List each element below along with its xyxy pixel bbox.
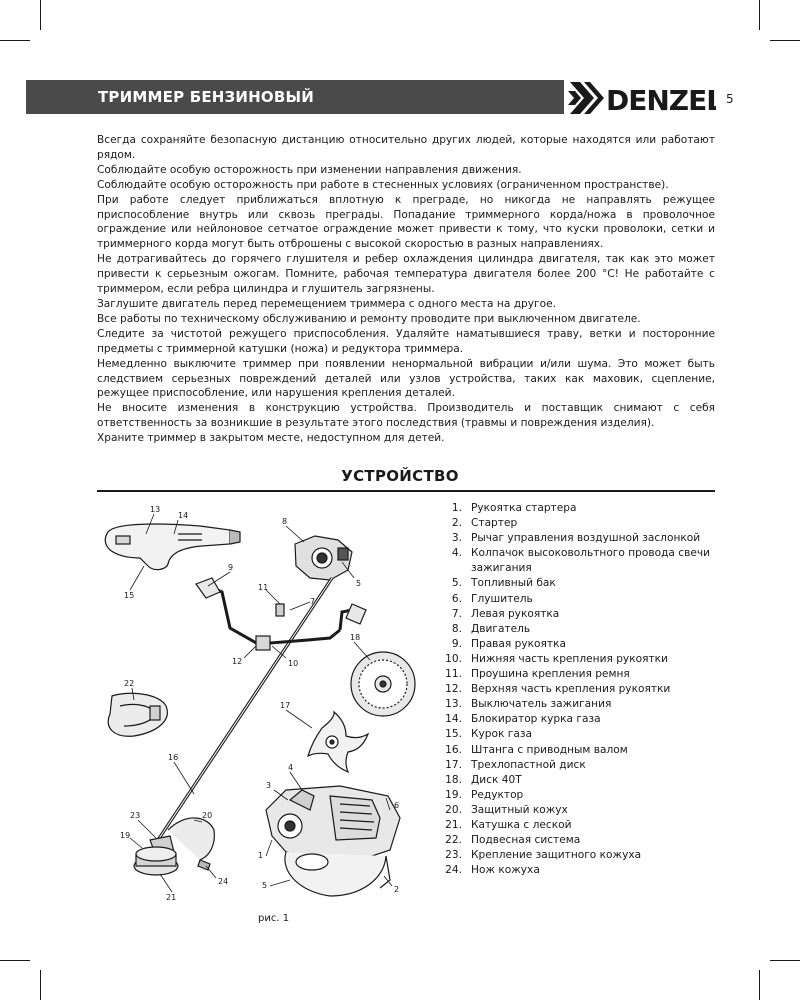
crop-mark	[770, 960, 800, 961]
callout-label: 5	[356, 579, 362, 588]
list-item-label: Крепление защитного кожуха	[471, 849, 642, 862]
brand-logo	[568, 78, 716, 122]
callout-label: 16	[168, 753, 179, 762]
callout-label: 22	[124, 679, 135, 688]
gearhead-and-guard	[134, 818, 214, 875]
list-item-number: 13.	[445, 698, 462, 711]
list-item	[440, 788, 721, 803]
figure-caption: рис. 1	[258, 913, 290, 924]
list-item-label: Нож кожуха	[471, 864, 540, 877]
list-item-number: 12.	[445, 683, 462, 696]
list-item	[440, 516, 721, 531]
paragraph: Соблюдайте особую осторожность при работе в стесненных условиях (ограниченном пространстве).	[97, 178, 669, 191]
callout-label: 5	[262, 881, 268, 890]
callout-label: 11	[258, 583, 269, 592]
list-item-label: Колпачок высоковольтного провода свечи зажигания	[471, 547, 710, 575]
list-item	[440, 682, 721, 697]
list-item-number: 7.	[451, 607, 462, 620]
paragraph: Не вносите изменения в конструкцию устройства. Производитель и поставщик снимают с себя ответственность за возникшие в результате этого последствия (травмы и повреждения изделия).	[97, 402, 715, 430]
crop-mark	[40, 0, 41, 30]
list-item-number: 19.	[445, 788, 462, 801]
callout-label: 3	[266, 781, 272, 790]
list-item-number: 24.	[445, 864, 462, 877]
list-item-number: 11.	[445, 668, 462, 681]
harness	[108, 693, 167, 736]
callout-label: 14	[178, 511, 189, 520]
list-item	[440, 637, 721, 652]
callout-label: 6	[394, 801, 400, 810]
list-item-label: Штанга с приводным валом	[471, 743, 628, 756]
callout-label: 1	[258, 851, 264, 860]
callout-label: 21	[166, 893, 177, 902]
callout-label: 9	[228, 563, 234, 572]
list-item	[440, 727, 721, 742]
callout-label: 2	[394, 885, 400, 894]
callout-label: 12	[232, 657, 243, 666]
paragraph: Все работы по техническому обслуживанию и ремонту проводите при выключенном двигателе.	[97, 312, 641, 325]
list-item-label: Проушина крепления ремня	[471, 668, 630, 681]
list-item-number: 3.	[451, 532, 462, 545]
list-item	[440, 743, 721, 758]
list-item	[440, 803, 721, 818]
paragraph: Соблюдайте особую осторожность при изменении направления движения.	[97, 163, 522, 176]
three-blade-disc	[308, 712, 368, 772]
trimmer-diagram	[90, 500, 420, 910]
list-item-number: 5.	[451, 577, 462, 590]
callout-label: 17	[280, 701, 291, 710]
list-item	[440, 818, 721, 833]
page-title: ТРИММЕР БЕНЗИНОВЫЙ	[98, 88, 314, 106]
list-item	[440, 667, 721, 682]
engine-block	[266, 786, 400, 896]
list-item-number: 23.	[445, 849, 462, 862]
list-item	[440, 622, 721, 637]
section-title: УСТРОЙСТВО	[341, 467, 459, 485]
handlebar	[196, 578, 366, 650]
safety-text	[97, 133, 715, 446]
list-item-number: 16.	[445, 743, 462, 756]
section-divider	[97, 490, 715, 492]
list-item	[440, 592, 721, 607]
list-item-number: 22.	[445, 834, 462, 847]
list-item-label: Выключатель зажигания	[471, 698, 612, 711]
paragraph: При работе следует приближаться вплотную к преграде, но никогда не направлять режущее приспособление внутрь или сквозь преграды. Попадание триммерного корда/ножа в проволочное ограждение или нейлоновое сетчатое ограждение может привести к тому, что куски проволоки, сетки и триммерного корда могут быть отброшены с высокой скоростью в разных направлениях.	[97, 193, 715, 251]
paragraph: Храните триммер в закрытом месте, недоступном для детей.	[97, 432, 445, 445]
list-item	[440, 531, 721, 546]
list-item	[440, 712, 721, 727]
list-item	[440, 546, 721, 576]
callout-label: 23	[130, 811, 141, 820]
list-item-number: 20.	[445, 803, 462, 816]
parts-list	[440, 501, 721, 878]
callout-label: 4	[288, 763, 294, 772]
list-item-label: Глушитель	[471, 592, 533, 605]
list-item-number: 8.	[451, 622, 462, 635]
list-item-label: Трехлопастной диск	[471, 758, 586, 771]
page-number: 5	[726, 92, 734, 106]
crop-mark	[759, 0, 760, 30]
list-item	[440, 697, 721, 712]
list-item-number: 9.	[451, 637, 462, 650]
callout-label: 10	[288, 659, 299, 668]
callout-label: 13	[150, 505, 161, 514]
list-item-label: Нижняя часть крепления рукоятки	[471, 652, 668, 665]
list-item	[440, 848, 721, 863]
list-item-number: 10.	[445, 652, 462, 665]
list-item-label: Защитный кожух	[471, 803, 568, 816]
callout-label: 15	[124, 591, 135, 600]
list-item-label: Курок газа	[471, 728, 532, 741]
saw-disc	[351, 652, 415, 716]
crop-mark	[0, 960, 30, 961]
list-item	[440, 501, 721, 516]
crop-mark	[770, 40, 800, 41]
list-item-label: Блокиратор курка газа	[471, 713, 601, 726]
list-item-label: Правая рукоятка	[471, 637, 566, 650]
callout-label: 20	[202, 811, 213, 820]
list-item-number: 1.	[451, 502, 462, 514]
svg-text:DENZEL: DENZEL	[606, 84, 716, 117]
list-item-label: Верхняя часть крепления рукоятки	[471, 683, 671, 696]
list-item	[440, 863, 721, 878]
callout-label: 24	[218, 877, 229, 886]
callout-label: 8	[282, 517, 288, 526]
crop-mark	[759, 970, 760, 1000]
list-item	[440, 758, 721, 773]
crop-mark	[40, 970, 41, 1000]
callout-label: 7	[310, 597, 316, 606]
paragraph: Всегда сохраняйте безопасную дистанцию относительно других людей, которые находятся или работают рядом.	[97, 134, 715, 161]
list-item-number: 14.	[445, 713, 462, 726]
paragraph: Немедленно выключите триммер при появлении ненормальной вибрации и/или шума. Это может быть следствием серьезных повреждений деталей или узлов устройства, таких как маховик, сцепление, режущее приспособление, или нарушения крепления деталей.	[97, 357, 715, 400]
power-head	[295, 536, 352, 580]
throttle-handle	[105, 524, 240, 570]
list-item-number: 21.	[445, 818, 462, 831]
list-item	[440, 773, 721, 788]
list-item-label: Катушка с леской	[471, 818, 572, 831]
paragraph: Не дотрагивайтесь до горячего глушителя и ребер охлаждения цилиндра двигателя, так как это может привести к серьезным ожогам. Помните, рабочая температура двигателя более 200 °С! Не работайте с триммером, если ребра цилиндра и глушитель загрязнены.	[97, 253, 715, 296]
list-item-label: Рукоятка стартера	[471, 502, 577, 514]
paragraph: Следите за чистотой режущего приспособления. Удаляйте наматывшиеся траву, ветки и посторонние предметы с триммерной катушки (ножа) и редуктора триммера.	[97, 327, 715, 355]
list-item-label: Редуктор	[471, 788, 524, 801]
list-item-label: Топливный бак	[471, 577, 556, 590]
crop-mark	[0, 40, 30, 41]
list-item-label: Стартер	[471, 517, 518, 530]
list-item	[440, 833, 721, 848]
list-item-number: 17.	[445, 758, 462, 771]
list-item-label: Рычаг управления воздушной заслонкой	[471, 532, 701, 545]
list-item	[440, 576, 721, 591]
list-item-number: 4.	[451, 547, 462, 560]
paragraph: Заглушите двигатель перед перемещением триммера с одного места на другое.	[97, 297, 556, 310]
list-item-number: 2.	[451, 517, 462, 530]
list-item-label: Диск 40Т	[471, 773, 522, 786]
list-item-number: 6.	[451, 592, 462, 605]
list-item-label: Подвесная система	[471, 834, 581, 847]
list-item-number: 15.	[445, 728, 462, 741]
list-item	[440, 652, 721, 667]
list-item-number: 18.	[445, 773, 462, 786]
callout-label: 19	[120, 831, 131, 840]
list-item-label: Левая рукоятка	[471, 607, 560, 620]
list-item	[440, 607, 721, 622]
callout-label: 18	[350, 633, 361, 642]
list-item-label: Двигатель	[471, 622, 531, 635]
denzel-logo-icon	[568, 78, 716, 118]
